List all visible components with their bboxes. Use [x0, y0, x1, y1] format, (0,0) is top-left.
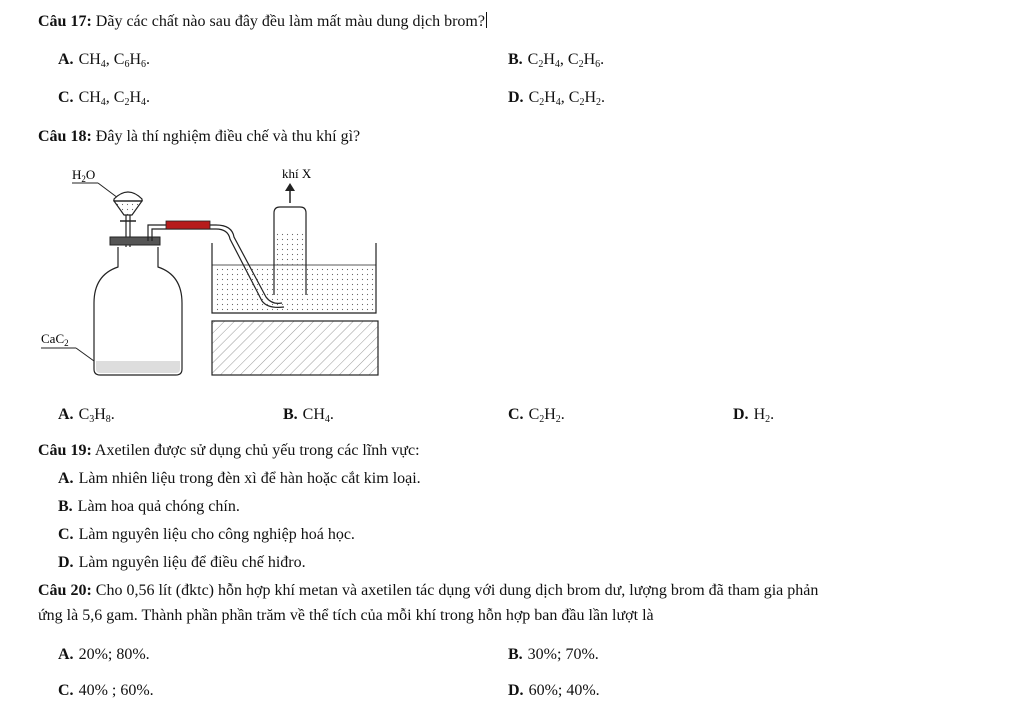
q17-option-d[interactable]: D. $C_2H_4$, $C_2H_2$. [508, 89, 606, 108]
q19-option-d[interactable] [58, 554, 306, 572]
q18-option-a[interactable]: A. $C_3H_8$. [58, 406, 115, 425]
option-letter: B. [58, 498, 73, 515]
question-19-label: Câu 19: [38, 442, 92, 459]
option-text: Làm nguyên liệu để điều chế hiđro. [78, 554, 306, 571]
gas-x-label: khí X [282, 166, 312, 181]
calcium-carbide-label: CaC$_2$ [41, 331, 69, 348]
option-text: 40% ; 60%. [78, 682, 154, 699]
option-letter: C. [508, 406, 524, 423]
question-20 [38, 582, 818, 600]
option-letter: A. [58, 51, 74, 68]
option-letter: C. [58, 682, 74, 699]
option-letter: B. [508, 51, 523, 68]
option-text: Làm nguyên liệu cho công nghiệp hoá học. [78, 526, 355, 543]
option-letter: B. [508, 646, 523, 663]
q17-option-a[interactable]: A. $CH_4$, $C_6H_6$. [58, 51, 151, 70]
question-18-text: Đây là thí nghiệm điều chế và thu khí gì? [95, 128, 361, 145]
option-text: 30%; 70%. [527, 646, 599, 663]
q20-option-a[interactable] [58, 646, 150, 664]
q20-option-c[interactable] [58, 682, 154, 700]
option-letter: C. [58, 526, 74, 543]
option-text: 60%; 40%. [528, 682, 600, 699]
option-letter: A. [58, 406, 74, 423]
question-18 [38, 128, 360, 146]
q20-option-b[interactable] [508, 646, 599, 664]
option-letter: D. [58, 554, 74, 571]
option-text: Làm nhiên liệu trong đèn xì để hàn hoặc cắt kim loại. [78, 470, 421, 487]
question-19-text: Axetilen được sử dụng chủ yếu trong các lĩnh vực: [94, 442, 420, 459]
question-19 [38, 442, 420, 460]
option-letter: A. [58, 470, 74, 487]
question-20-text-line1: Cho 0,56 lít (đktc) hỗn hợp khí metan và axetilen tác dụng với dung dịch brom dư, lượng brom đã tham gia phản [95, 582, 819, 599]
q18-option-b[interactable]: B. $CH_4$. [283, 406, 334, 425]
option-text: 20%; 80%. [78, 646, 150, 663]
q17-option-c[interactable]: C. $CH_4$, $C_2H_4$. [58, 89, 151, 108]
acetylene-apparatus-diagram [36, 163, 386, 383]
question-18-label: Câu 18: [38, 128, 92, 145]
option-letter: D. [508, 89, 524, 106]
question-20-text-line2: ứng là 5,6 gam. Thành phần phần trăm về thể tích của mỗi khí trong hỗn hợp ban đầu lần lượt là [38, 607, 654, 624]
option-letter: C. [58, 89, 74, 106]
q20-option-d[interactable] [508, 682, 600, 700]
option-letter: D. [733, 406, 749, 423]
option-letter: A. [58, 646, 74, 663]
option-text: Làm hoa quả chóng chín. [77, 498, 240, 515]
question-17-text: Dãy các chất nào sau đây đều làm mất màu dung dịch brom? [95, 13, 485, 30]
option-letter: B. [283, 406, 298, 423]
question-17-label: Câu 17: [38, 13, 92, 30]
text-cursor [486, 12, 487, 28]
q19-option-c[interactable] [58, 526, 355, 544]
question-20-label: Câu 20: [38, 582, 92, 599]
q19-option-a[interactable] [58, 470, 421, 488]
option-letter: D. [508, 682, 524, 699]
water-label: $H_2O$ [72, 167, 96, 184]
question-17 [38, 12, 487, 31]
q19-option-b[interactable] [58, 498, 240, 516]
q18-option-c[interactable]: C. $C_2H_2$. [508, 406, 565, 425]
q18-option-d[interactable]: D. $H_2$. [733, 406, 775, 425]
q17-option-b[interactable]: B. $C_2H_4$, $C_2H_6$. [508, 51, 605, 70]
